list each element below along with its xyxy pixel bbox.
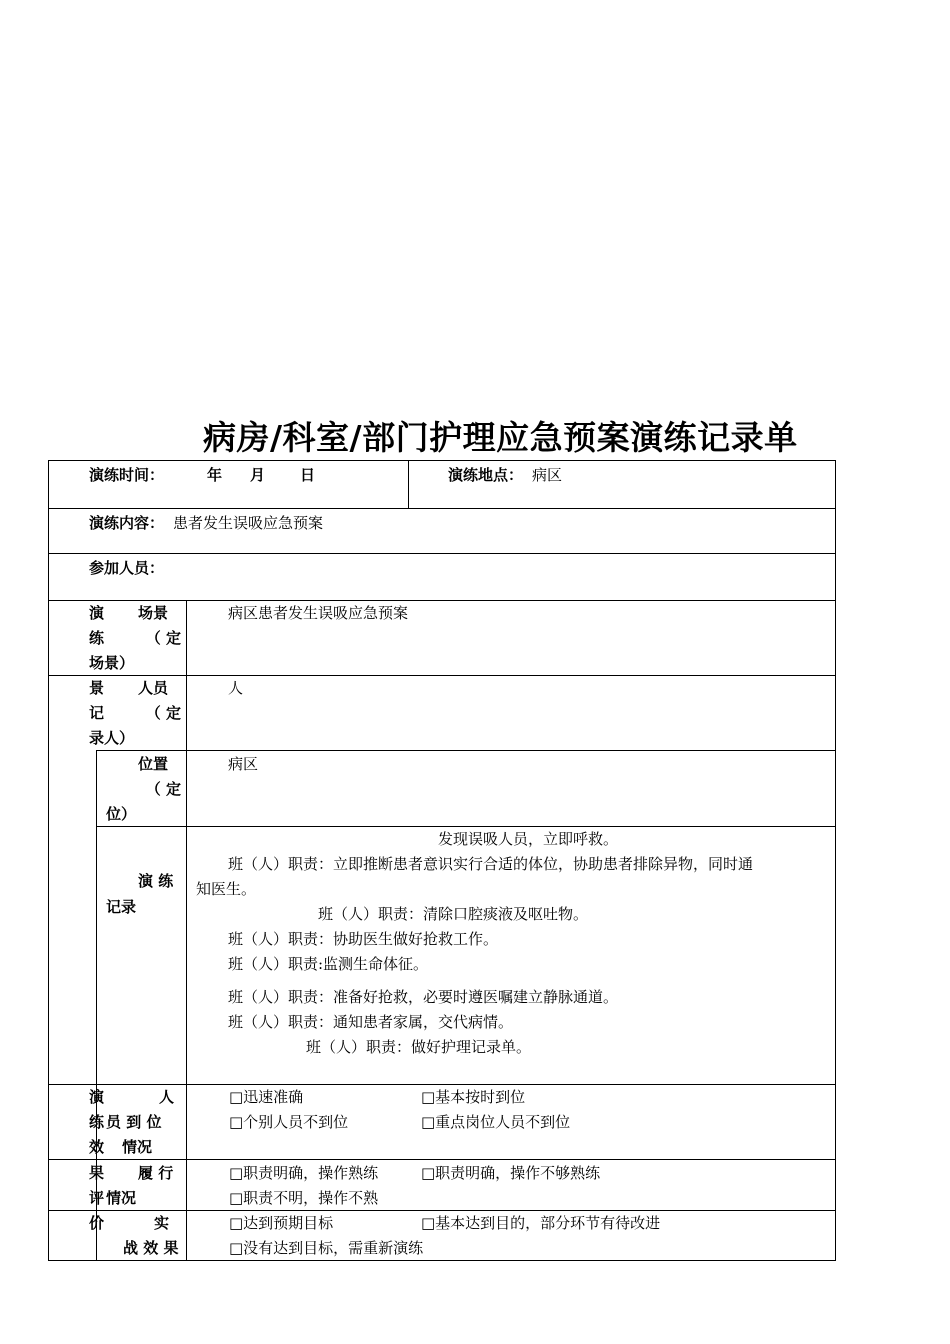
scene-outer-label: 景 <box>89 679 105 697</box>
record-line: 班（人）职责：立即推断患者意识实行合适的体位，协助患者排除异物，同时通 <box>228 855 754 873</box>
table-divider <box>48 1084 836 1085</box>
scene-label: 景） <box>104 654 135 672</box>
checkbox-option[interactable]: □没有达到目标，需重新演练 <box>229 1239 424 1257</box>
eval-outer-label: 效 <box>89 1138 105 1156</box>
scene-label: 场景 <box>138 604 169 622</box>
person-label: （ 定 <box>145 704 181 722</box>
table-divider <box>96 826 836 827</box>
month-label: 月 <box>250 466 266 484</box>
page-title: 病房/科室/部门护理应急预案演练记录单 <box>203 418 798 457</box>
eval-outer-label: 果 <box>89 1164 105 1182</box>
eval-outer-label: 练 <box>89 1113 105 1131</box>
person-label: 人） <box>104 729 135 747</box>
person-label: 人员 <box>138 679 169 697</box>
day-label: 日 <box>300 466 316 484</box>
table-border <box>48 1260 836 1261</box>
content-label: 演练内容： <box>89 514 165 532</box>
eval-row-label: 战 效 果 <box>123 1239 179 1257</box>
participants-label: 参加人员： <box>89 559 165 577</box>
position-label: 位置 <box>138 755 169 773</box>
record-line: 班（人）职责：清除口腔痰液及呕吐物。 <box>318 905 589 923</box>
checkbox-option[interactable]: □个别人员不到位 <box>229 1113 349 1131</box>
content-value: 患者发生误吸应急预案 <box>173 514 324 532</box>
checkbox-option[interactable]: □迅速准确 <box>229 1088 304 1106</box>
table-border <box>48 460 49 1261</box>
place-label: 演练地点： <box>448 466 524 484</box>
position-label: （ 定 <box>145 780 181 798</box>
scene-label-end <box>89 653 134 673</box>
eval-row-label: 情况 <box>106 1189 137 1207</box>
table-divider <box>408 460 409 509</box>
eval-row-label: 人 <box>159 1088 175 1106</box>
scene-outer-label: 记 <box>89 704 105 722</box>
checkbox-option[interactable]: □职责不明，操作不熟 <box>229 1189 379 1207</box>
eval-row-label: 员 到 位 <box>106 1113 162 1131</box>
position-value: 病区 <box>228 755 259 773</box>
checkbox-option[interactable]: □基本达到目的，部分环节有待改进 <box>421 1214 661 1232</box>
eval-outer-label: 评 <box>89 1189 105 1207</box>
time-label: 演练时间： <box>89 466 165 484</box>
scene-outer-label: 演 <box>89 604 105 622</box>
checkbox-option[interactable]: □基本按时到位 <box>421 1088 526 1106</box>
table-divider <box>186 600 187 1261</box>
table-divider <box>96 750 97 1085</box>
record-line: 知医生。 <box>196 880 257 898</box>
scene-outer-label: 场 <box>89 654 105 672</box>
record-line: 班（人）职责：协助医生做好抢救工作。 <box>228 930 499 948</box>
checkbox-option[interactable]: □重点岗位人员不到位 <box>421 1113 571 1131</box>
eval-row-label: 情况 <box>122 1138 153 1156</box>
eval-outer-label: 价 <box>89 1214 105 1232</box>
record-line: 班（人）职责：准备好抢救，必要时遵医嘱建立静脉通道。 <box>228 988 619 1006</box>
eval-row-label: 实 <box>154 1214 170 1232</box>
record-line: 班（人）职责：做好护理记录单。 <box>306 1038 532 1056</box>
table-divider <box>48 1210 836 1211</box>
record-line: 发现误吸人员，立即呼救。 <box>438 830 619 848</box>
record-line: 班（人）职责:监测生命体征。 <box>228 955 429 973</box>
table-divider <box>48 600 836 601</box>
table-border <box>48 460 836 461</box>
record-label: 演 练 <box>138 872 174 890</box>
table-divider <box>48 1159 836 1160</box>
scene-label: （ 定 <box>145 629 181 647</box>
eval-outer-label: 演 <box>89 1088 105 1106</box>
scene-outer-label: 录 <box>89 729 105 747</box>
record-label: 记录 <box>106 898 137 916</box>
position-label: 位） <box>106 805 137 823</box>
checkbox-option[interactable]: □职责明确，操作熟练 <box>229 1164 379 1182</box>
place-value: 病区 <box>532 466 563 484</box>
scene-value: 病区患者发生误吸应急预案 <box>228 604 409 622</box>
table-divider <box>96 750 836 751</box>
table-divider <box>48 508 836 509</box>
eval-row-label: 履 行 <box>138 1164 174 1182</box>
table-border <box>835 460 836 1261</box>
checkbox-option[interactable]: □达到预期目标 <box>229 1214 334 1232</box>
person-label-end <box>89 728 134 748</box>
year-label: 年 <box>207 466 223 484</box>
table-divider <box>48 553 836 554</box>
record-line: 班（人）职责：通知患者家属，交代病情。 <box>228 1013 514 1031</box>
checkbox-option[interactable]: □职责明确，操作不够熟练 <box>421 1164 601 1182</box>
person-value: 人 <box>228 679 244 697</box>
scene-outer-label: 练 <box>89 629 105 647</box>
table-divider <box>48 675 836 676</box>
